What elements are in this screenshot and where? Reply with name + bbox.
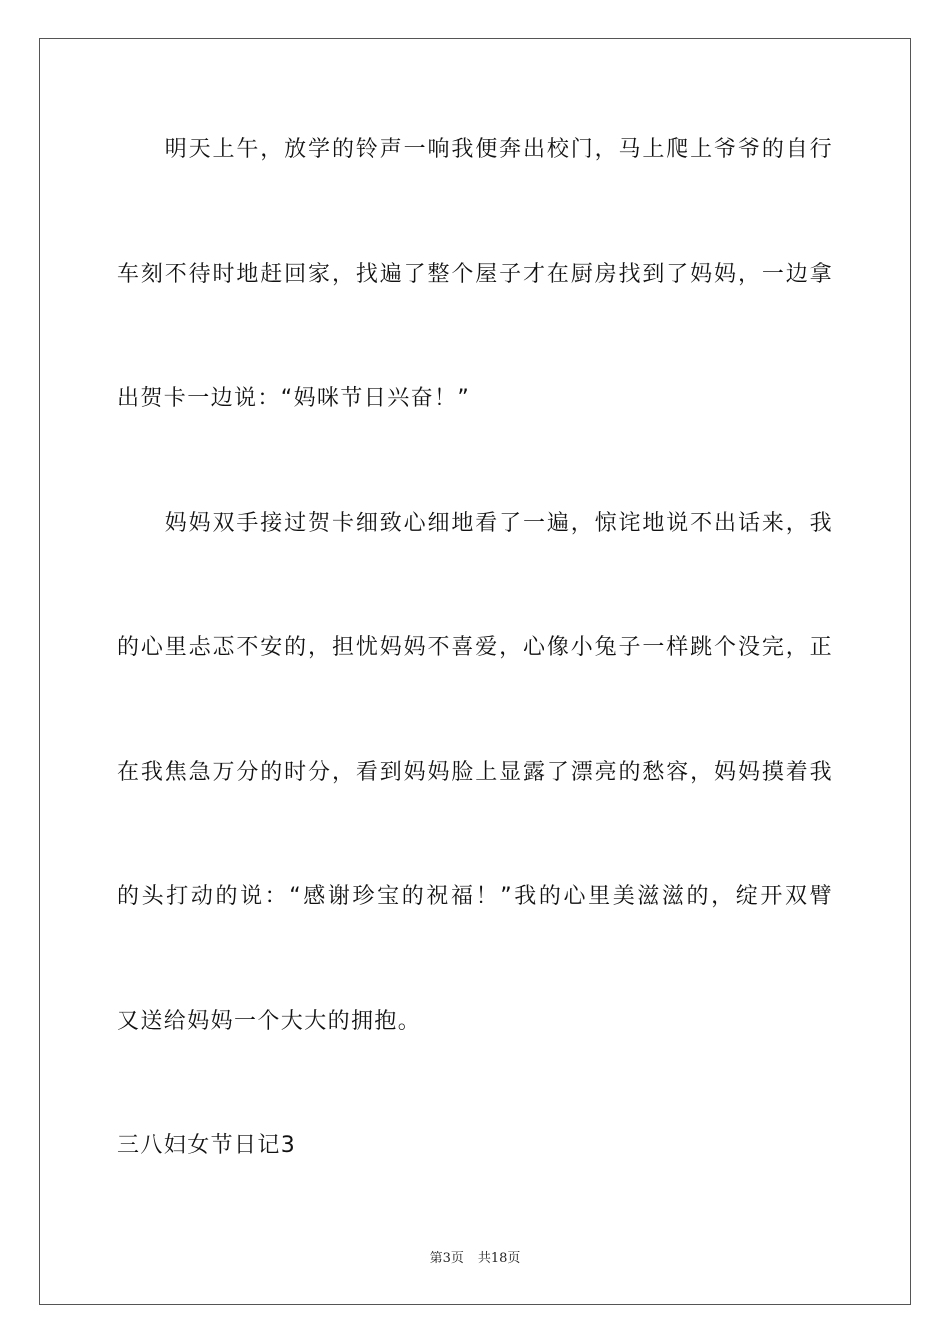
paragraph-line-5: 的心里忐忑不安的，担忧妈妈不喜爱，心像小兔子一样跳个没完，正 <box>117 635 833 660</box>
page-total: 共18页 <box>477 1251 521 1266</box>
paragraph-line-6: 在我焦急万分的时分，看到妈妈脸上显露了漂亮的愁容，妈妈摸着我 <box>117 760 833 785</box>
paragraph-line-3: 出贺卡一边说：“妈咪节日兴奋！” <box>117 386 471 411</box>
section-heading: 三八妇女节日记3 <box>117 1133 297 1158</box>
paragraph-line-2: 车刻不待时地赶回家，找遍了整个屋子才在厨房找到了妈妈，一边拿 <box>117 262 833 287</box>
paragraph-line-1: 明天上午，放学的铃声一响我便奔出校门，马上爬上爷爷的自行 <box>117 137 833 162</box>
paragraph-line-8: 又送给妈妈一个大大的拥抱。 <box>117 1009 422 1034</box>
page-border <box>39 38 911 1305</box>
paragraph-line-4: 妈妈双手接过贺卡细致心细地看了一遍，惊诧地说不出话来，我 <box>117 511 833 536</box>
page-number: 第3页 <box>429 1251 464 1266</box>
paragraph-line-7: 的头打动的说：“感谢珍宝的祝福！”我的心里美滋滋的，绽开双臂 <box>117 884 833 909</box>
page-footer <box>0 1247 950 1266</box>
